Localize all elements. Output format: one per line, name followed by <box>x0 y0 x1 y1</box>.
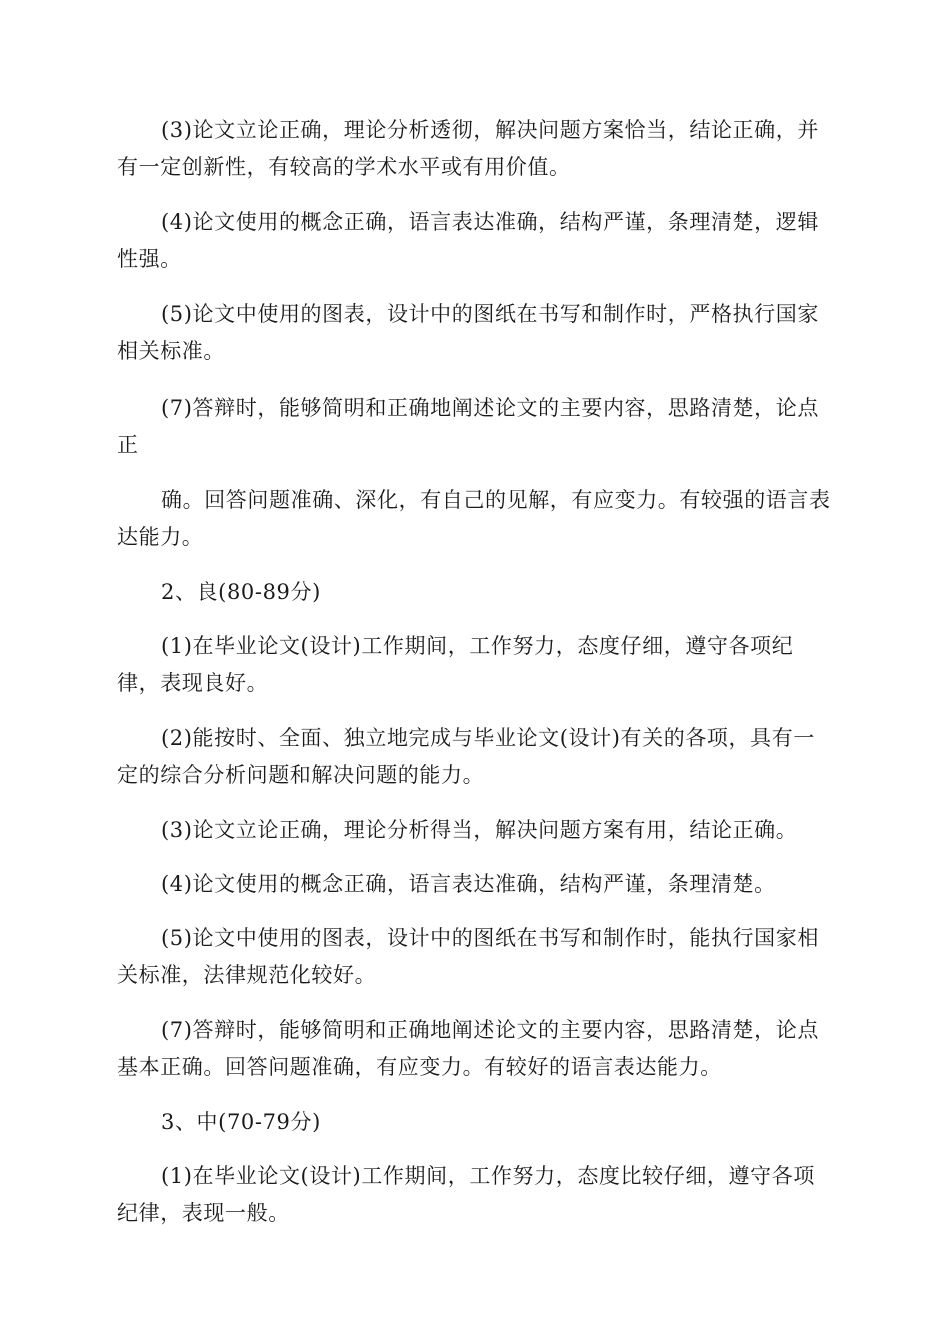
paragraph-good-7: (7)答辩时，能够简明和正确地阐述论文的主要内容，思路清楚，论点基本正确。回答问题准确，有应变力。有较好的语言表达能力。 <box>117 1018 819 1079</box>
paragraph-criterion-3: (3)论文立论正确，理论分析透彻，解决问题方案恰当，结论正确，并有一定创新性，有较高的学术水平或有用价值。 <box>117 118 819 179</box>
section-heading-good: 2、良(80-89分) <box>161 580 321 604</box>
paragraph-good-5: (5)论文中使用的图表，设计中的图纸在书写和制作时，能执行国家相关标准，法律规范化较好。 <box>117 926 819 987</box>
paragraph-criterion-7-continued: 确。回答问题准确、深化，有自己的见解，有应变力。有较强的语言表达能力。 <box>117 488 831 549</box>
paragraph-good-3: (3)论文立论正确，理论分析得当，解决问题方案有用，结论正确。 <box>161 818 798 842</box>
paragraph-good-2: (2)能按时、全面、独立地完成与毕业论文(设计)有关的各项，具有一定的综合分析问题和解决问题的能力。 <box>117 726 815 787</box>
paragraph-criterion-5: (5)论文中使用的图表，设计中的图纸在书写和制作时，严格执行国家相关标准。 <box>117 302 819 363</box>
section-heading-medium: 3、中(70-79分) <box>161 1110 321 1134</box>
paragraph-criterion-4: (4)论文使用的概念正确，语言表达准确，结构严谨，条理清楚，逻辑性强。 <box>117 210 819 271</box>
paragraph-good-1: (1)在毕业论文(设计)工作期间，工作努力，态度仔细，遵守各项纪律，表现良好。 <box>117 634 794 695</box>
paragraph-good-4: (4)论文使用的概念正确，语言表达准确，结构严谨，条理清楚。 <box>161 872 776 896</box>
paragraph-criterion-7: (7)答辩时，能够简明和正确地阐述论文的主要内容，思路清楚，论点正 <box>117 396 819 457</box>
paragraph-medium-1: (1)在毕业论文(设计)工作期间，工作努力，态度比较仔细，遵守各项纪律，表现一般。 <box>117 1164 815 1225</box>
